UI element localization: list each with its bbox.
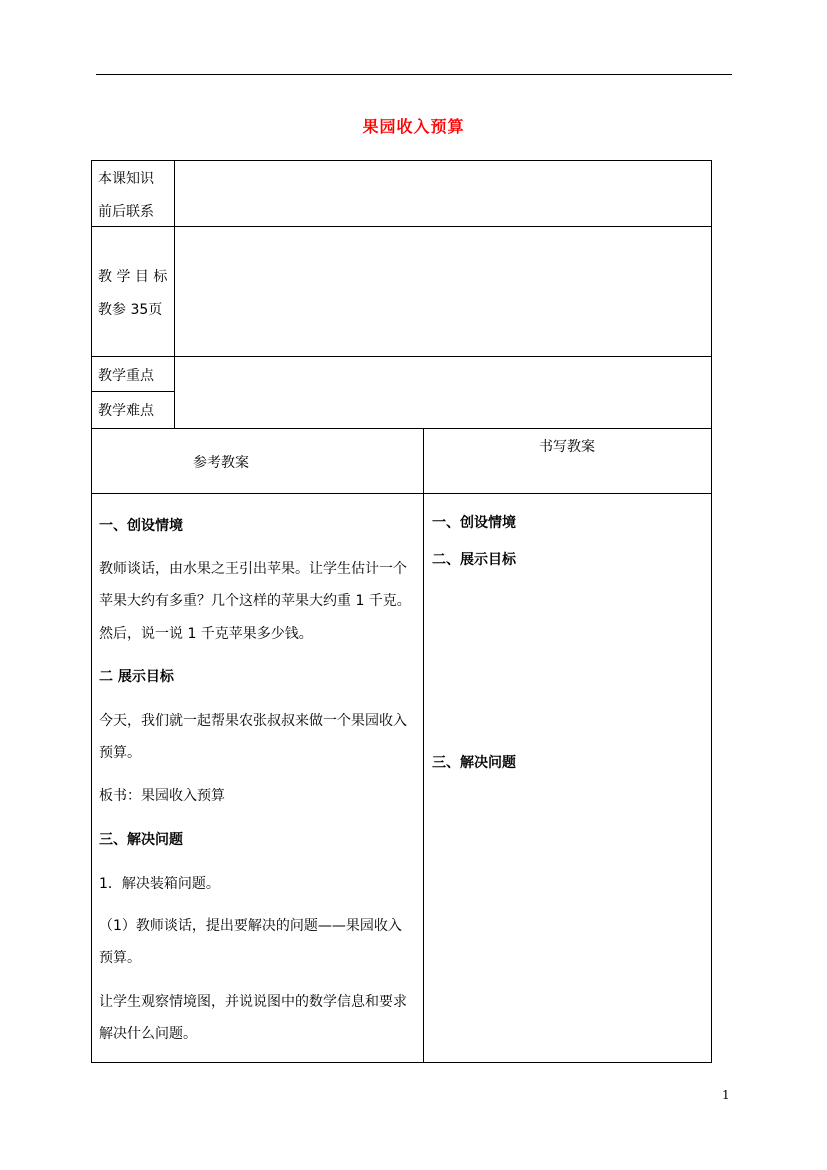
ref-observe-line: 解决什么问题。 xyxy=(99,1026,197,1042)
label-column-divider xyxy=(174,160,175,428)
write-section-1-title: 一、创设情境 xyxy=(432,515,516,531)
write-section-2-title: 二、展示目标 xyxy=(432,552,516,568)
page-number: 1 xyxy=(722,1088,730,1102)
ref-item-1: 1．解决装箱问题。 xyxy=(99,876,220,892)
header-writing-plan: 书写教案 xyxy=(539,439,595,455)
ref-section-1-title: 一、创设情境 xyxy=(99,518,183,534)
label-objectives-line2: 教参 35页 xyxy=(98,302,163,318)
label-knowledge-line2: 前后联系 xyxy=(98,204,154,220)
ref-section-1-line: 苹果大约有多重？几个这样的苹果大约重 1 千克。 xyxy=(99,593,411,609)
plan-column-divider xyxy=(423,428,424,1063)
header-rule xyxy=(96,74,732,75)
page-title: 果园收入预算 xyxy=(362,117,465,136)
ref-section-1-line: 然后，说一说 1 千克苹果多少钱。 xyxy=(99,626,313,642)
row-divider xyxy=(91,391,174,392)
row-divider xyxy=(91,356,712,357)
write-section-3-title: 三、解决问题 xyxy=(432,755,516,771)
header-reference-plan: 参考教案 xyxy=(193,455,249,471)
ref-board-writing: 板书：果园收入预算 xyxy=(99,788,225,804)
ref-section-2-title: 二 展示目标 xyxy=(99,669,174,685)
label-knowledge-line1: 本课知识 xyxy=(98,171,154,187)
ref-item-1-1-line: （1）教师谈话，提出要解决的问题——果园收入 xyxy=(99,918,402,934)
row-divider xyxy=(91,428,712,429)
label-difficulties: 教学难点 xyxy=(98,403,154,419)
ref-section-3-title: 三、解决问题 xyxy=(99,832,183,848)
ref-observe-line: 让学生观察情境图，并说说图中的数学信息和要求 xyxy=(99,994,407,1010)
ref-section-2-line: 今天，我们就一起帮果农张叔叔来做一个果园收入 xyxy=(99,713,407,729)
ref-item-1-1-line: 预算。 xyxy=(99,950,141,966)
label-objectives-line1: 教 学 目 标 xyxy=(98,269,168,285)
label-key-points: 教学重点 xyxy=(98,368,154,384)
row-divider xyxy=(91,493,712,494)
ref-section-1-line: 教师谈话，由水果之王引出苹果。让学生估计一个 xyxy=(99,561,407,577)
ref-section-2-line: 预算。 xyxy=(99,745,141,761)
row-divider xyxy=(91,226,712,227)
